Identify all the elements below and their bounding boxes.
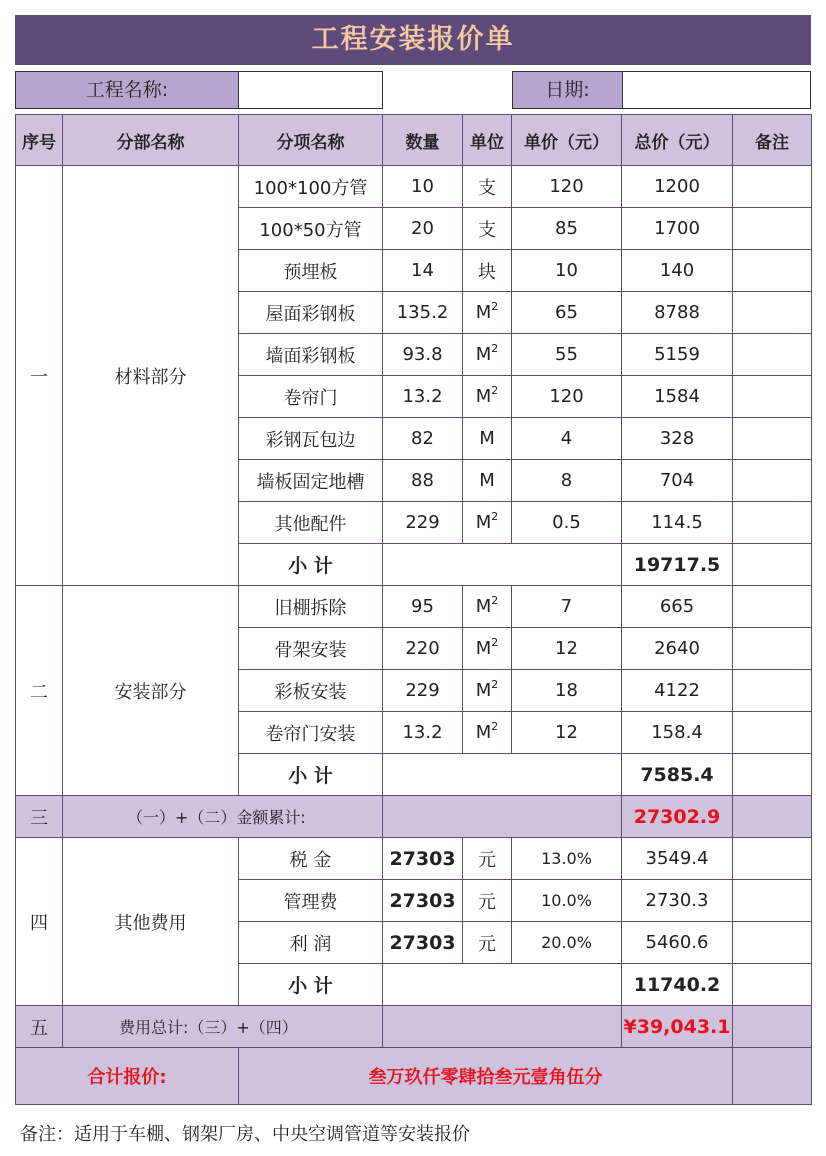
item-note[interactable] <box>733 922 812 964</box>
date-label <box>512 71 623 109</box>
section-number: 三 <box>16 796 63 838</box>
item-total[interactable]: 328 <box>622 418 733 460</box>
item-note[interactable] <box>733 670 812 712</box>
section-number: 四 <box>16 838 63 1006</box>
superscript: 2 <box>491 510 499 523</box>
item-total[interactable]: 2640 <box>622 628 733 670</box>
fee-unit[interactable]: 元 <box>463 880 512 922</box>
fee-rate[interactable]: 10.0% <box>512 880 622 922</box>
item-name[interactable]: 旧棚拆除 <box>239 586 383 628</box>
header-cell: 序号 <box>16 115 63 166</box>
item-price[interactable]: 10 <box>512 250 622 292</box>
item-price[interactable]: 12 <box>512 628 622 670</box>
item-note[interactable] <box>733 166 812 208</box>
subtotal-blank <box>383 754 622 796</box>
item-name[interactable]: 卷帘门 <box>239 376 383 418</box>
item-note[interactable] <box>733 1048 812 1105</box>
item-name[interactable]: 墙面彩钢板 <box>239 334 383 376</box>
item-name[interactable]: 100*50方管 <box>239 208 383 250</box>
item-note[interactable] <box>733 880 812 922</box>
item-qty[interactable]: 13.2 <box>383 712 463 754</box>
item-qty[interactable]: 95 <box>383 586 463 628</box>
item-note[interactable] <box>733 208 812 250</box>
quote-table <box>15 114 812 1105</box>
item-note[interactable] <box>733 754 812 796</box>
superscript: 2 <box>491 636 499 649</box>
item-note[interactable] <box>733 376 812 418</box>
item-qty[interactable]: 88 <box>383 460 463 502</box>
header-cell: 分部名称 <box>63 115 239 166</box>
project-name-label-text: 工程名称: <box>85 79 169 101</box>
superscript: 2 <box>491 678 499 691</box>
item-price[interactable]: 85 <box>512 208 622 250</box>
item-qty[interactable]: 14 <box>383 250 463 292</box>
item-unit: M <box>475 302 492 323</box>
item-note[interactable] <box>733 418 812 460</box>
item-unit-cell[interactable] <box>463 376 512 418</box>
item-note[interactable] <box>733 292 812 334</box>
item-price[interactable]: 65 <box>512 292 622 334</box>
subtotal-label: 小 计 <box>239 964 383 1006</box>
superscript: 2 <box>491 594 499 607</box>
item-name[interactable]: 骨架安装 <box>239 628 383 670</box>
section-number: 二 <box>16 586 63 796</box>
fee-total[interactable]: 2730.3 <box>622 880 733 922</box>
item-qty[interactable]: 220 <box>383 628 463 670</box>
project-name-field[interactable] <box>238 71 383 109</box>
fee-name[interactable]: 利 润 <box>239 922 383 964</box>
item-unit-cell[interactable] <box>463 628 512 670</box>
item-name[interactable]: 其他配件 <box>239 502 383 544</box>
table-row <box>16 586 812 628</box>
item-note[interactable] <box>733 838 812 880</box>
grand-total-value[interactable]: ¥39,043.1 <box>622 1006 733 1048</box>
item-unit-cell[interactable] <box>463 586 512 628</box>
grand-total-row <box>16 1006 812 1048</box>
final-quote-label: 合计报价: <box>16 1048 239 1105</box>
item-qty[interactable]: 135.2 <box>383 292 463 334</box>
item-total[interactable]: 140 <box>622 250 733 292</box>
subtotal-blank <box>383 964 622 1006</box>
item-qty[interactable]: 82 <box>383 418 463 460</box>
item-price[interactable]: 12 <box>512 712 622 754</box>
table-row <box>16 838 812 880</box>
date-field[interactable] <box>622 71 811 109</box>
fee-unit[interactable]: 元 <box>463 838 512 880</box>
item-total[interactable]: 1200 <box>622 166 733 208</box>
item-qty[interactable]: 229 <box>383 502 463 544</box>
item-unit: M <box>475 344 492 365</box>
item-note[interactable] <box>733 964 812 1006</box>
item-qty[interactable]: 93.8 <box>383 334 463 376</box>
accumulated-blank <box>383 796 622 838</box>
item-unit-cell[interactable] <box>463 670 512 712</box>
item-price[interactable]: 7 <box>512 586 622 628</box>
item-unit: M <box>475 722 492 743</box>
item-price[interactable]: 8 <box>512 460 622 502</box>
item-total[interactable]: 114.5 <box>622 502 733 544</box>
grand-total-blank <box>383 1006 622 1048</box>
item-name[interactable]: 预埋板 <box>239 250 383 292</box>
item-note[interactable] <box>733 712 812 754</box>
fee-total[interactable]: 3549.4 <box>622 838 733 880</box>
item-price[interactable]: 0.5 <box>512 502 622 544</box>
item-qty[interactable]: 229 <box>383 670 463 712</box>
superscript: 2 <box>491 720 499 733</box>
item-qty[interactable]: 10 <box>383 166 463 208</box>
item-unit: M <box>475 512 492 533</box>
item-price[interactable]: 4 <box>512 418 622 460</box>
fee-total[interactable]: 5460.6 <box>622 922 733 964</box>
section-number: 一 <box>16 166 63 586</box>
item-note[interactable] <box>733 502 812 544</box>
fee-rate[interactable]: 13.0% <box>512 838 622 880</box>
item-total[interactable]: 1584 <box>622 376 733 418</box>
item-price[interactable]: 120 <box>512 376 622 418</box>
accumulated-row <box>16 796 812 838</box>
superscript: 2 <box>491 384 499 397</box>
accumulated-total[interactable]: 27302.9 <box>622 796 733 838</box>
accumulated-label: （一）+（二）金额累计: <box>63 796 383 838</box>
item-total[interactable]: 5159 <box>622 334 733 376</box>
header-cell: 数量 <box>383 115 463 166</box>
item-name[interactable]: 墙板固定地槽 <box>239 460 383 502</box>
item-note[interactable] <box>733 796 812 838</box>
item-note[interactable] <box>733 586 812 628</box>
item-unit: M <box>475 680 492 701</box>
project-name-label <box>15 71 239 109</box>
item-unit-cell[interactable] <box>463 292 512 334</box>
fee-name[interactable]: 管理费 <box>239 880 383 922</box>
item-unit[interactable]: 支 <box>463 208 512 250</box>
item-price[interactable]: 120 <box>512 166 622 208</box>
date-label-text: 日期: <box>545 79 590 101</box>
item-qty[interactable]: 20 <box>383 208 463 250</box>
item-note[interactable] <box>733 460 812 502</box>
item-qty[interactable]: 13.2 <box>383 376 463 418</box>
section-name: 其他费用 <box>63 838 239 1006</box>
header-cell: 总价（元） <box>622 115 733 166</box>
item-unit[interactable]: 块 <box>463 250 512 292</box>
subtotal-value[interactable]: 19717.5 <box>622 544 733 586</box>
final-quote-row <box>16 1048 812 1105</box>
header-cell: 单价（元） <box>512 115 622 166</box>
superscript: 2 <box>491 300 499 313</box>
item-note[interactable] <box>733 1006 812 1048</box>
item-name[interactable]: 100*100方管 <box>239 166 383 208</box>
item-total[interactable]: 1700 <box>622 208 733 250</box>
item-note[interactable] <box>733 334 812 376</box>
header-row <box>16 115 812 166</box>
item-unit: M <box>475 596 492 617</box>
page-title: 工程安装报价单 <box>15 15 811 65</box>
header-cell: 分项名称 <box>239 115 383 166</box>
superscript: 2 <box>491 342 499 355</box>
fee-base[interactable]: 27303 <box>383 922 463 964</box>
fee-name[interactable]: 税 金 <box>239 838 383 880</box>
item-name[interactable]: 卷帘门安装 <box>239 712 383 754</box>
fee-base[interactable]: 27303 <box>383 880 463 922</box>
subtotal-label: 小 计 <box>239 544 383 586</box>
footnote: 备注：适用于车棚、钢架厂房、中央空调管道等安装报价 <box>20 1124 470 1145</box>
item-note[interactable] <box>733 628 812 670</box>
item-unit[interactable]: M <box>463 418 512 460</box>
item-unit: M <box>475 386 492 407</box>
item-name[interactable]: 屋面彩钢板 <box>239 292 383 334</box>
item-unit[interactable]: 支 <box>463 166 512 208</box>
section-name: 安装部分 <box>63 586 239 796</box>
item-unit-cell[interactable] <box>463 502 512 544</box>
item-name[interactable]: 彩板安装 <box>239 670 383 712</box>
item-name[interactable]: 彩钢瓦包边 <box>239 418 383 460</box>
final-quote-value[interactable]: 叁万玖仟零肆拾叁元壹角伍分 <box>239 1048 733 1105</box>
section-name: 材料部分 <box>63 166 239 586</box>
item-unit-cell[interactable] <box>463 334 512 376</box>
subtotal-blank <box>383 544 622 586</box>
fee-unit[interactable]: 元 <box>463 922 512 964</box>
table-row <box>16 166 812 208</box>
fee-base[interactable]: 27303 <box>383 838 463 880</box>
item-unit-cell[interactable] <box>463 712 512 754</box>
subtotal-value[interactable]: 11740.2 <box>622 964 733 1006</box>
fee-rate[interactable]: 20.0% <box>512 922 622 964</box>
subtotal-value[interactable]: 7585.4 <box>622 754 733 796</box>
item-note[interactable] <box>733 544 812 586</box>
item-unit[interactable]: M <box>463 460 512 502</box>
item-note[interactable] <box>733 250 812 292</box>
item-total[interactable]: 665 <box>622 586 733 628</box>
section-number: 五 <box>16 1006 63 1048</box>
item-total[interactable]: 158.4 <box>622 712 733 754</box>
item-total[interactable]: 8788 <box>622 292 733 334</box>
item-unit: M <box>475 638 492 659</box>
item-total[interactable]: 4122 <box>622 670 733 712</box>
item-price[interactable]: 18 <box>512 670 622 712</box>
header-cell: 单位 <box>463 115 512 166</box>
grand-total-label: 费用总计:（三）+（四） <box>63 1006 383 1048</box>
item-total[interactable]: 704 <box>622 460 733 502</box>
subtotal-label: 小 计 <box>239 754 383 796</box>
header-cell: 备注 <box>733 115 812 166</box>
item-price[interactable]: 55 <box>512 334 622 376</box>
